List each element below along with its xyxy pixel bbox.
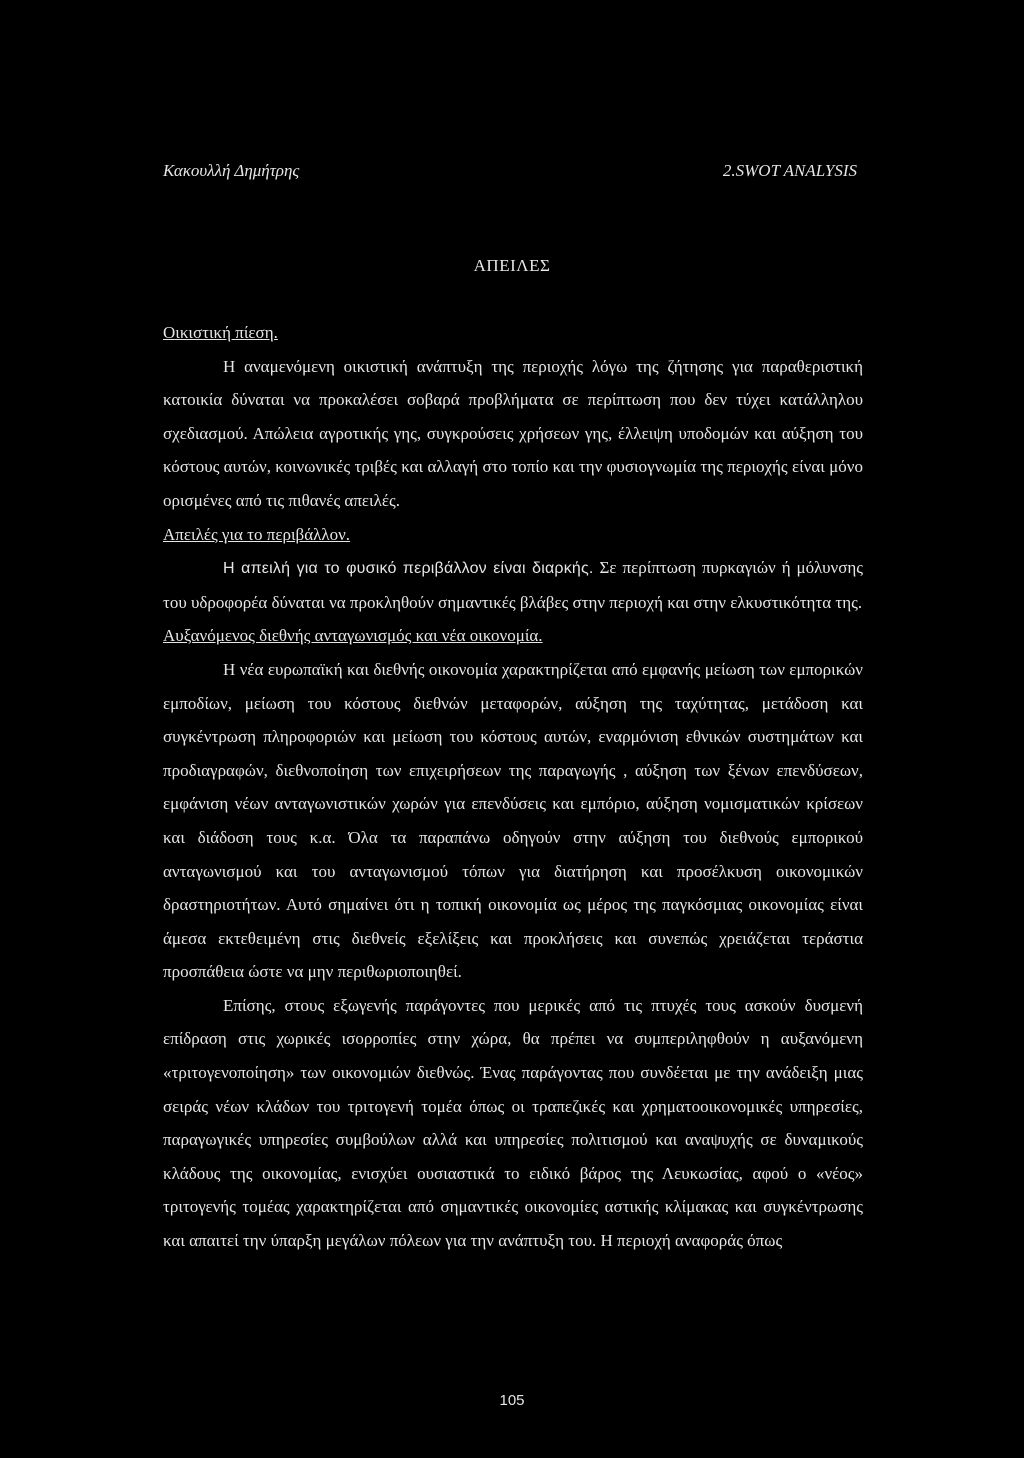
paragraph-international-competition: Η νέα ευρωπαϊκή και διεθνής οικονομία χαρακτηρίζεται από εμφανής μείωση των εμπορικών εμποδίων, μείωση του κόστους διεθνών μεταφορών, αύξηση της ταχύτητας, μετάδοση και συγκέντρωση πληροφοριών και μείωση του κόστους αυτών, εναρμόνιση εθνικών συστημάτων και προδιαγραφών, διεθνοποίηση των επιχειρήσεων της παραγωγής , αύξηση των ξένων επενδύσεων, εμφάνιση νέων ανταγωνιστικών χωρών για επενδύσεις και εμπόριο, αύξηση νομισματικών κρίσεων και διάδοση τους κ.α. Όλα τα παραπάνω οδηγούν στην αύξηση του διεθνούς εμπορικού ανταγωνισμού και του ανταγωνισμού τόπων για διατήρηση και προσέλκυση οικονομικών δραστηριοτήτων. Αυτό σημαίνει ότι η τοπική οικονομία ως μέρος της παγκόσμιας οικονομίας είναι άμεσα εκτεθειμένη στις διεθνείς εξελίξεις και προκλήσεις και συνεπώς χρειάζεται τεράστια προσπάθεια ώστε να μην περιθωριοποιηθεί. — [163, 659, 863, 982]
paragraph-housing-pressure: Η αναμενόμενη οικιστική ανάπτυξη της περιοχής λόγω της ζήτησης για παραθεριστική κατοικία δύναται να προκαλέσει σοβαρά προβλήματα σε περίπτωση που δεν τύχει κατάλληλου σχεδιασμού. Απώλεια αγροτικής γης, συγκρούσεις χρήσεων γης, έλλειψη υποδομών και αύξηση του κόστους αυτών, κοινωνικές τριβές και αλλαγή στο τοπίο και την φυσιογνωμία της περιοχής είναι μόνο ορισμένες από τις πιθανές απειλές. — [163, 356, 863, 510]
section-heading — [163, 518, 863, 552]
heading-international-competition: Αυξανόμενος διεθνής ανταγωνισμός και νέα οικονομία. — [163, 626, 543, 646]
section-heading — [163, 619, 863, 653]
page-title: ΑΠΕΙΛΕΣ — [473, 256, 551, 275]
heading-environment-threats: Απειλές για το περιβάλλον. — [163, 524, 351, 544]
environment-rest: Σε περίπτωση πυρκαγιών ή μόλυνσης του υδροφορέα δύναται να προκληθούν σημαντικές βλάβες στην περιοχή και στην ελκυστικότητα της. — [163, 558, 863, 612]
section-heading — [163, 316, 863, 350]
header-section: 2.SWOT ANALYSIS — [722, 161, 857, 180]
paragraph-tertiarization: Επίσης, στους εξωγενής παράγοντες που μερικές από τις πτυχές τους ασκούν δυσμενή επίδραση στις χωρικές ισορροπίες στην χώρα, θα πρέπει να συμπεριληφθούν η αυξανόμενη «τριτογενοποίηση» των οικονομιών διεθνώς. Ένας παράγοντας που συνδέεται με την ανάδειξη μιας σειράς νέων κλάδων του τριτογενή τομέα όπως οι τραπεζικές και χρηματοοικονομικές υπηρεσίες, παραγωγικές υπηρεσίες συμβούλων αλλά και υπηρεσίες πολιτισμού και αναψυχής σε δυναμικούς κλάδους της οικονομίας, ενισχύει ουσιαστικά το ειδικό βάρος της Λευκωσίας, αφού ο «νέος» τριτογενής τομέας χαρακτηρίζεται από σημαντικές οικονομίες αστικής κλίμακας και συγκέντρωσης και απαιτεί την ύπαρξη μεγάλων πόλεων για την ανάπτυξη του. Η περιοχή αναφοράς όπως — [163, 995, 863, 1251]
paragraph-environment-threats — [163, 551, 863, 619]
heading-housing-pressure: Οικιστική πίεση. — [163, 323, 278, 342]
header-author: Κακουλλή Δημήτρης — [163, 161, 300, 180]
environment-lead-sentence: Η απειλή για το φυσικό περιβάλλον είναι διαρκής. — [223, 560, 594, 578]
document-body — [163, 316, 863, 1258]
page-number: 105 — [499, 1392, 525, 1409]
